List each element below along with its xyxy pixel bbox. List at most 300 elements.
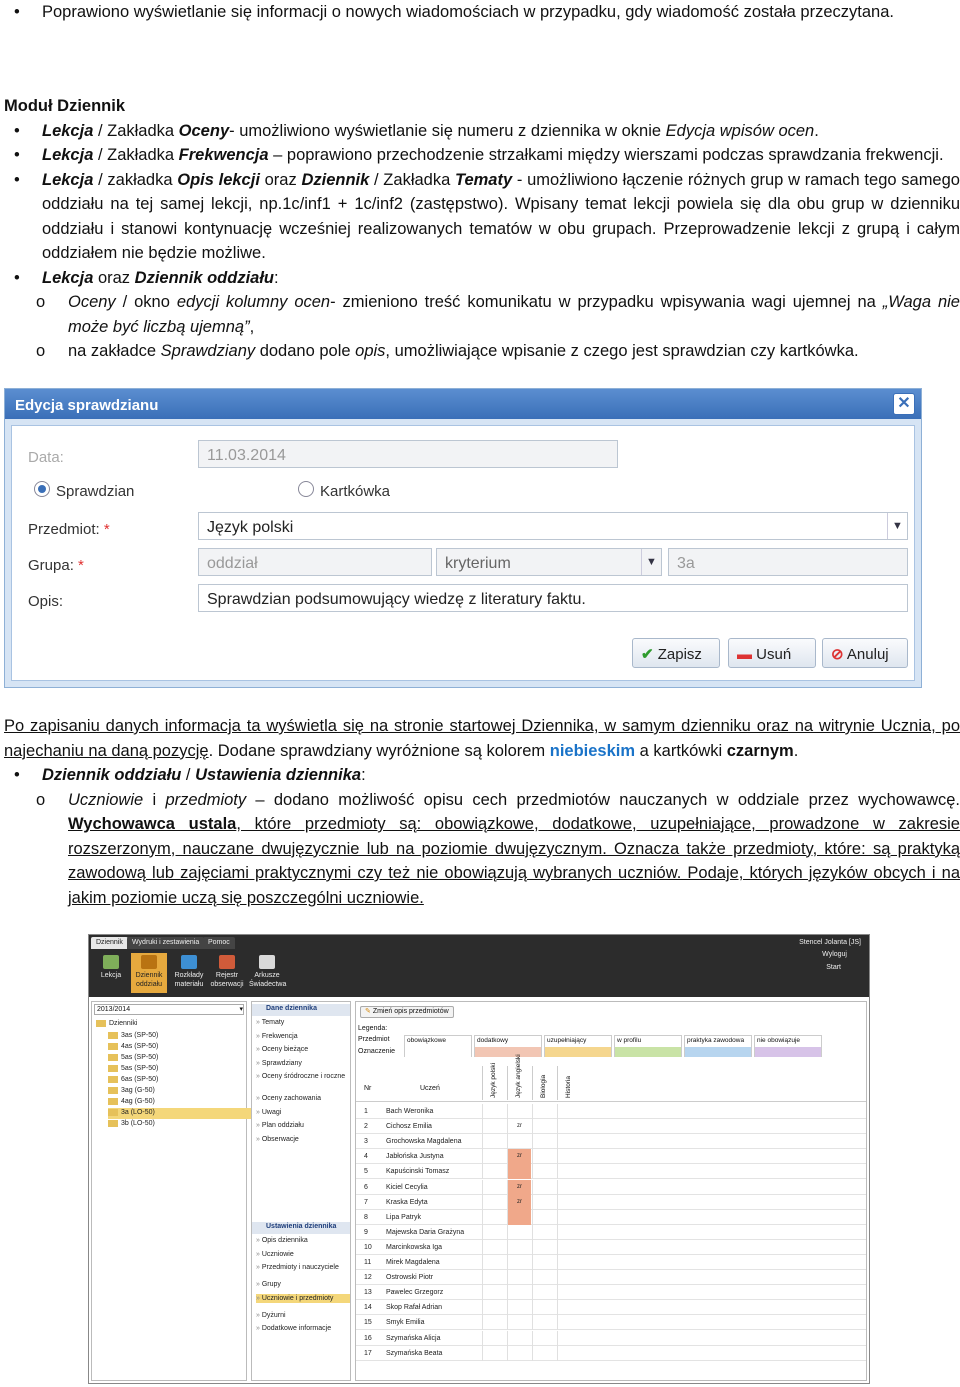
- subject-cell[interactable]: [557, 1134, 581, 1149]
- subject-cell[interactable]: [507, 1119, 531, 1134]
- subject-cell[interactable]: [507, 1180, 531, 1195]
- student-name: Marcinkowska Iga: [386, 1243, 443, 1251]
- tree-item-label: 3as (SP-50): [121, 1032, 159, 1039]
- menu-item-label: Dyżurni: [261, 1311, 286, 1319]
- legend-title: Legenda:: [358, 1025, 388, 1032]
- student-name: Smyk Emilia: [386, 1319, 425, 1327]
- folder-icon: [108, 1120, 118, 1127]
- tree-item-label: 4as (SP-50): [121, 1043, 159, 1050]
- mark-value: zr: [517, 1198, 522, 1205]
- grid-header: [356, 1054, 866, 1102]
- student-row[interactable]: [356, 1285, 866, 1300]
- dialog-header: [5, 389, 921, 419]
- menu-item-label: Obserwacje: [261, 1135, 299, 1143]
- subject-cell[interactable]: [532, 1300, 556, 1315]
- menu-item[interactable]: [256, 1045, 350, 1054]
- intro-bullet: • Poprawiono wyświetlanie się informacji o nowych wiadomościach w przypadku, gdy wiadomość została przeczytana.: [0, 0, 960, 25]
- subject-cell[interactable]: [557, 1104, 581, 1119]
- subject-cell[interactable]: [557, 1255, 581, 1270]
- radio-sprawdzian[interactable]: [34, 481, 50, 497]
- subject-cell[interactable]: [482, 1346, 506, 1361]
- subject-cell[interactable]: [507, 1195, 531, 1210]
- subject-cell[interactable]: [482, 1255, 506, 1270]
- subject-cell[interactable]: [507, 1134, 531, 1149]
- row-number: 10: [364, 1243, 372, 1251]
- app-screenshot: [88, 934, 870, 1384]
- student-row[interactable]: [356, 1346, 866, 1361]
- radio-sprawdzian-label: Sprawdzian: [56, 483, 135, 500]
- subject-cell[interactable]: [557, 1240, 581, 1255]
- subject-cell[interactable]: [482, 1104, 506, 1119]
- student-row[interactable]: [356, 1331, 866, 1346]
- row-number: 9: [364, 1228, 368, 1236]
- subject-cell[interactable]: [482, 1164, 506, 1179]
- menu-item-label: Oceny śródroczne i roczne: [261, 1073, 346, 1080]
- chevron-right-icon: »: [256, 1122, 262, 1129]
- subject-cell[interactable]: [532, 1240, 556, 1255]
- year-select[interactable]: 2013/2014 ▾: [94, 1004, 244, 1015]
- folder-icon: [108, 1109, 118, 1116]
- chevron-right-icon: »: [256, 1237, 262, 1244]
- subject-cell[interactable]: [482, 1315, 506, 1330]
- student-row[interactable]: [356, 1255, 866, 1270]
- legend-row-label-2: Oznaczenie: [358, 1048, 395, 1055]
- menu-item-label: Opis dziennika: [261, 1237, 308, 1244]
- subject-cell[interactable]: [507, 1240, 531, 1255]
- changelog-section: [0, 94, 960, 364]
- tree-item[interactable]: [108, 1108, 262, 1119]
- tab-dziennik[interactable]: Dziennik: [91, 937, 128, 949]
- menu-item-label: Sprawdziany: [261, 1059, 302, 1067]
- lesson-icon: [103, 955, 119, 969]
- legend-label: praktyka zawodowa: [687, 1037, 745, 1044]
- class-input[interactable]: 3a: [668, 548, 908, 576]
- student-name: Szymańska Beata: [386, 1349, 443, 1357]
- bullet-lekcja-frekwencja: • Lekcja / Zakładka Frekwencja – poprawiono przechodzenie strzałkami między wierszami podczas sprawdzania frekwencji.: [0, 143, 960, 168]
- subject-header: [557, 1066, 581, 1100]
- menu-item[interactable]: [256, 1121, 350, 1130]
- rm-icon: [181, 955, 197, 969]
- row-number: 12: [364, 1274, 372, 1282]
- student-name: Skop Rafał Adrian: [386, 1304, 443, 1312]
- chevron-right-icon: »: [256, 1264, 262, 1271]
- date-label: Data:: [28, 449, 64, 466]
- student-name: Grochowska Magdalena: [386, 1138, 462, 1146]
- subject-cell[interactable]: [557, 1285, 581, 1300]
- tree-item-label: 5as (SP-50): [121, 1065, 159, 1072]
- no-entry-icon: ⊘: [831, 646, 844, 663]
- subject-cell[interactable]: [507, 1210, 531, 1225]
- subject-label: Historia: [565, 1075, 572, 1098]
- mark-value: zr: [517, 1183, 522, 1190]
- row-number: 11: [364, 1259, 372, 1266]
- row-number: 1: [364, 1108, 368, 1115]
- subject-cell[interactable]: [557, 1225, 581, 1240]
- subject-cell[interactable]: [482, 1195, 506, 1210]
- menu-item[interactable]: [256, 1059, 350, 1068]
- toolbar-dziennik-oddzialu[interactable]: Dziennik oddziału: [131, 953, 167, 993]
- legend-swatch: [545, 1047, 611, 1057]
- row-number: 3: [364, 1138, 368, 1146]
- start-link[interactable]: Start: [826, 964, 841, 971]
- row-number: 7: [364, 1198, 368, 1206]
- subject-cell[interactable]: [532, 1346, 556, 1361]
- student-row[interactable]: [356, 1225, 866, 1240]
- tree-item-label: 4ag (G-50): [121, 1098, 155, 1105]
- subbullet-oceny: o Oceny / okno edycji kolumny ocen- zmieniono treść komunikatu w przypadku wpisywania wagi ujemnej na „Waga nie może być liczbą ujemną”,: [0, 290, 960, 339]
- journal-tree-panel: [91, 1001, 247, 1381]
- col-nr: Nr: [364, 1085, 372, 1092]
- criterion-select[interactable]: kryterium ▼: [436, 548, 662, 576]
- menu-item-label: Plan oddziału: [261, 1122, 304, 1129]
- legend-item: [474, 1035, 542, 1057]
- tree-item[interactable]: [108, 1053, 262, 1064]
- menu-item-label: Uwagi: [261, 1108, 282, 1116]
- subject-cell[interactable]: [482, 1210, 506, 1225]
- subject-cell[interactable]: [532, 1149, 556, 1164]
- student-row[interactable]: [356, 1195, 866, 1210]
- menu-item[interactable]: [256, 1311, 350, 1320]
- subject-cell[interactable]: [482, 1225, 506, 1240]
- student-row[interactable]: [356, 1315, 866, 1330]
- row-number: 14: [364, 1304, 372, 1312]
- menu-item[interactable]: [256, 1094, 350, 1103]
- tree-item[interactable]: [108, 1064, 262, 1075]
- subject-cell[interactable]: [507, 1270, 531, 1285]
- student-name: Kiciel Cecylia: [386, 1183, 428, 1191]
- row-number: 5: [364, 1168, 368, 1176]
- folder-icon: [108, 1087, 118, 1094]
- chevron-down-icon: ▼: [641, 549, 661, 575]
- student-row[interactable]: [356, 1300, 866, 1315]
- bullet-lekcja-oceny: • Lekcja / Zakładka Oceny- umożliwiono wyświetlanie się numeru z dziennika w oknie Edycja wpisów ocen.: [0, 119, 960, 144]
- menu-item-label: Uczniowie i przedmioty: [261, 1294, 334, 1302]
- student-name: Jabłońska Justyna: [386, 1153, 444, 1161]
- user-name: Stencel Jolanta [JS]: [799, 939, 861, 946]
- close-icon[interactable]: ✕: [893, 393, 915, 415]
- subject-cell[interactable]: [532, 1164, 556, 1179]
- student-name: Kapuścinski Tomasz: [386, 1168, 450, 1176]
- row-number: 2: [364, 1123, 368, 1131]
- student-row[interactable]: [356, 1180, 866, 1195]
- subject-cell[interactable]: [557, 1270, 581, 1285]
- subject-label: Biologia: [540, 1074, 547, 1098]
- student-name: Mirek Magdalena: [386, 1259, 440, 1266]
- menu-item[interactable]: [256, 1018, 350, 1027]
- subject-cell[interactable]: [532, 1285, 556, 1300]
- legend-label: dodatkowy: [477, 1037, 509, 1044]
- menu-item-label: Oceny bieżące: [261, 1046, 309, 1053]
- legend-item: [754, 1035, 822, 1057]
- menu-item[interactable]: [256, 1108, 350, 1117]
- group-label: Grupa: *: [28, 557, 84, 574]
- menu-item[interactable]: [256, 1135, 350, 1144]
- mark-value: zr: [517, 1123, 522, 1130]
- subject-cell[interactable]: [507, 1331, 531, 1346]
- subject-cell[interactable]: [532, 1331, 556, 1346]
- folder-icon: [108, 1076, 118, 1083]
- subject-label: Język polski: [490, 1062, 497, 1098]
- chevron-right-icon: »: [256, 1250, 262, 1258]
- chevron-right-icon: »: [256, 1032, 262, 1040]
- subject-header: [532, 1066, 556, 1100]
- menu-header-settings: Ustawienia dziennika: [252, 1222, 350, 1234]
- chevron-right-icon: »: [256, 1046, 262, 1053]
- tree-item[interactable]: [108, 1031, 262, 1042]
- menu-header-data: Dane dziennika: [252, 1004, 350, 1016]
- subject-cell[interactable]: [507, 1346, 531, 1361]
- menu-item[interactable]: [256, 1294, 350, 1303]
- tree-item-label: 3ag (G-50): [121, 1087, 155, 1094]
- chevron-right-icon: »: [256, 1019, 262, 1026]
- tree-item[interactable]: [108, 1097, 262, 1108]
- toolbar-lekcja[interactable]: Lekcja: [93, 953, 129, 993]
- subject-label: Język angielski: [515, 1054, 522, 1098]
- edit-test-dialog: [4, 388, 922, 688]
- row-number: 4: [364, 1153, 368, 1161]
- intro-block: [0, 0, 960, 25]
- subject-cell[interactable]: [482, 1285, 506, 1300]
- chevron-right-icon: »: [256, 1073, 262, 1080]
- toolbar-rozklady[interactable]: Rozkłady materiału: [171, 953, 207, 993]
- cancel-button[interactable]: ⊘ Anuluj: [822, 638, 908, 668]
- legend-swatch: [685, 1047, 751, 1057]
- subject-cell[interactable]: [532, 1134, 556, 1149]
- row-number: 8: [364, 1213, 368, 1221]
- legend-item: [544, 1035, 612, 1057]
- subject-cell[interactable]: [482, 1270, 506, 1285]
- tab-wydruki[interactable]: Wydruki i zestawienia: [127, 937, 204, 949]
- radio-kartkowka[interactable]: [298, 481, 314, 497]
- student-row[interactable]: [356, 1149, 866, 1164]
- subject-cell[interactable]: [482, 1119, 506, 1134]
- journal-menu: [251, 1001, 351, 1381]
- subject-cell[interactable]: [532, 1180, 556, 1195]
- subject-cell[interactable]: [507, 1300, 531, 1315]
- subject-cell[interactable]: [557, 1346, 581, 1361]
- tree-item-label: 3b (LO-50): [121, 1120, 155, 1127]
- subject-cell[interactable]: [532, 1119, 556, 1134]
- check-icon: ✔: [641, 646, 654, 663]
- legend-swatch: [615, 1047, 681, 1057]
- students-subjects-grid: [355, 1001, 867, 1381]
- description-input[interactable]: Sprawdzian podsumowujący wiedzę z literatury faktu.: [198, 584, 908, 612]
- subject-cell[interactable]: [482, 1134, 506, 1149]
- logout-link[interactable]: Wyloguj: [822, 951, 847, 958]
- legend-swatch: [475, 1047, 541, 1057]
- subject-cell[interactable]: [507, 1315, 531, 1330]
- tree-item-label: 3a (LO-50): [121, 1109, 155, 1116]
- chevron-right-icon: »: [256, 1095, 262, 1102]
- subject-header: [507, 1054, 531, 1100]
- chevron-right-icon: »: [256, 1108, 262, 1116]
- subject-cell[interactable]: [482, 1149, 506, 1164]
- delete-button[interactable]: ▬ Usuń: [728, 638, 816, 668]
- legend-item: [614, 1035, 682, 1057]
- menu-item-label: Oceny zachowania: [261, 1095, 321, 1102]
- subject-label: Przedmiot: *: [28, 521, 110, 538]
- subject-cell[interactable]: [557, 1300, 581, 1315]
- student-row[interactable]: [356, 1210, 866, 1225]
- menu-item[interactable]: [256, 1324, 350, 1333]
- menu-item-label: Dodatkowe informacje: [261, 1325, 332, 1332]
- student-name: Pawelec Grzegorz: [386, 1289, 444, 1297]
- menu-item[interactable]: [256, 1236, 350, 1245]
- row-number: 15: [364, 1319, 372, 1327]
- menu-item-label: Tematy: [261, 1019, 285, 1026]
- chevron-right-icon: »: [256, 1281, 262, 1288]
- chevron-right-icon: »: [256, 1325, 262, 1332]
- subject-cell[interactable]: [532, 1225, 556, 1240]
- toolbar-arkusze[interactable]: Arkusze Świadectwa: [249, 953, 285, 993]
- mark-value: zr: [517, 1153, 522, 1160]
- folder-icon: [96, 1020, 106, 1027]
- toolbar-rejestr[interactable]: Rejestr obserwacji: [209, 953, 245, 993]
- subject-cell[interactable]: [557, 1164, 581, 1179]
- subject-cell[interactable]: [482, 1331, 506, 1346]
- subject-cell[interactable]: [532, 1315, 556, 1330]
- student-row[interactable]: [356, 1104, 866, 1119]
- folder-icon: [108, 1098, 118, 1105]
- menu-item-label: Grupy: [261, 1281, 281, 1288]
- legend-label: uzupełniający: [547, 1037, 587, 1044]
- legend-label: nie obowiązuje: [757, 1037, 801, 1044]
- subject-cell[interactable]: [532, 1104, 556, 1119]
- student-name: Lipa Patryk: [386, 1213, 422, 1221]
- subject-cell[interactable]: [557, 1210, 581, 1225]
- subject-cell[interactable]: [532, 1255, 556, 1270]
- save-button[interactable]: ✔ Zapisz: [632, 638, 720, 668]
- chevron-right-icon: »: [256, 1311, 262, 1319]
- student-row[interactable]: [356, 1164, 866, 1179]
- pencil-icon: ✎: [365, 1008, 371, 1015]
- row-number: 13: [364, 1289, 372, 1297]
- student-row[interactable]: [356, 1134, 866, 1149]
- student-name: Szymańska Alicja: [386, 1334, 441, 1342]
- subject-cell[interactable]: [507, 1255, 531, 1270]
- tab-pomoc[interactable]: Pomoc: [203, 937, 235, 949]
- row-number: 16: [364, 1334, 372, 1342]
- register-icon: [219, 955, 235, 969]
- bullet-ustawienia-dziennika: • Dziennik oddziału / Ustawienia dziennika:: [0, 763, 960, 788]
- subject-cell[interactable]: [482, 1240, 506, 1255]
- student-name: Cichosz Emilia: [386, 1123, 432, 1131]
- subject-cell[interactable]: [507, 1149, 531, 1164]
- row-number: 6: [364, 1183, 368, 1191]
- student-name: Majewska Daria Grażyna: [386, 1228, 465, 1236]
- menu-item-label: Uczniowie: [261, 1250, 294, 1258]
- section-title: Moduł Dziennik: [4, 97, 125, 115]
- folder-icon: [108, 1032, 118, 1039]
- tree-item[interactable]: [108, 1042, 262, 1053]
- after-section: [0, 714, 960, 910]
- dialog-title: Edycja sprawdzianu: [15, 397, 159, 414]
- minus-icon: ▬: [737, 646, 752, 663]
- chevron-right-icon: »: [256, 1059, 262, 1067]
- subject-cell[interactable]: [507, 1104, 531, 1119]
- tree-item-label: 5as (SP-50): [121, 1054, 159, 1061]
- folder-icon: [108, 1054, 118, 1061]
- book-icon: [141, 955, 157, 969]
- subject-cell[interactable]: [557, 1315, 581, 1330]
- subject-cell[interactable]: [557, 1195, 581, 1210]
- radio-kartkowka-label: Kartkówka: [320, 483, 391, 500]
- chevron-down-icon: ▾: [239, 1006, 243, 1013]
- subject-cell[interactable]: [532, 1195, 556, 1210]
- chevron-right-icon: »: [256, 1135, 262, 1143]
- subject-select[interactable]: Język polski ▼: [198, 512, 908, 540]
- legend-row-label: Przedmiot: [358, 1036, 390, 1043]
- tree-item[interactable]: [108, 1119, 262, 1130]
- student-row[interactable]: [356, 1119, 866, 1134]
- dialog-body: [11, 425, 915, 681]
- menu-item[interactable]: [256, 1072, 350, 1081]
- tree-item[interactable]: [108, 1075, 262, 1086]
- subject-cell[interactable]: [507, 1164, 531, 1179]
- student-row[interactable]: [356, 1240, 866, 1255]
- menu-item[interactable]: [256, 1263, 350, 1272]
- tree-item[interactable]: [108, 1086, 262, 1097]
- app-topbar: [89, 935, 869, 997]
- save-info-paragraph: Po zapisaniu danych informacja ta wyświetla się na stronie startowej Dziennika, w samym dzienniku oraz na witrynie Ucznia, po najechaniu na daną pozycję. Dodane sprawdziany wyróżnione są kolorem niebieskim a kartkówki czarnym.: [4, 717, 960, 760]
- subject-header: [482, 1062, 506, 1100]
- legend-item: [404, 1035, 472, 1057]
- menu-item-label: Frekwencja: [261, 1032, 298, 1040]
- student-name: Ostrowski Piotr: [386, 1274, 434, 1282]
- row-number: 17: [364, 1349, 372, 1357]
- subject-cell[interactable]: [557, 1119, 581, 1134]
- chevron-right-icon: »: [256, 1294, 262, 1302]
- subbullet-uczniowie-przedmioty: o Uczniowie i przedmioty – dodano możliwość opisu cech przedmiotów nauczanych w oddziale przez wychowawcę. Wychowawca ustala, które przedmioty są: obowiązkowe, dodatkowe, uzupełniające, prowadzone w zakresie rozszerzonym, nauczane dwujęzycznie lub na poziomie dwujęzycznym. Oznacza także przedmioty, które: są praktyką zawodową lub zajęciami praktycznymi czy też nie obowiązują wybranych uczniów. Podaje, których języków obcych i na jakim poziomie uczą się poszczególni uczniowie.: [0, 788, 960, 911]
- edit-subjects-button[interactable]: ✎ Zmień opis przedmiotów: [360, 1006, 454, 1018]
- subject-cell[interactable]: [557, 1149, 581, 1164]
- legend-label: obowiązkowe: [407, 1037, 447, 1044]
- subject-cell[interactable]: [532, 1210, 556, 1225]
- subject-cell[interactable]: [557, 1331, 581, 1346]
- legend-item: [684, 1035, 752, 1057]
- chevron-down-icon: ▼: [887, 513, 907, 539]
- student-name: Kraska Edyta: [386, 1198, 428, 1206]
- description-label: Opis:: [28, 593, 64, 610]
- sheets-icon: [259, 955, 275, 969]
- subject-cell[interactable]: [482, 1300, 506, 1315]
- student-name: Bach Weronika: [386, 1108, 434, 1115]
- legend-swatch: [405, 1047, 471, 1057]
- folder-icon: [108, 1065, 118, 1072]
- legend-label: w profilu: [617, 1037, 642, 1044]
- tree-root[interactable]: Dzienniki: [96, 1019, 250, 1030]
- student-row[interactable]: [356, 1270, 866, 1285]
- menu-item[interactable]: [256, 1250, 350, 1259]
- menu-item[interactable]: [256, 1280, 350, 1289]
- subject-cell[interactable]: [482, 1180, 506, 1195]
- tree-item-label: 6as (SP-50): [121, 1076, 159, 1083]
- subject-cell[interactable]: [532, 1270, 556, 1285]
- subject-cell[interactable]: [507, 1225, 531, 1240]
- legend-swatch: [755, 1047, 821, 1057]
- menu-item[interactable]: [256, 1032, 350, 1041]
- subbullet-sprawdziany: o na zakładce Sprawdziany dodano pole opis, umożliwiające wpisanie z czego jest sprawdzian czy kartkówka.: [0, 339, 960, 364]
- subject-cell[interactable]: [507, 1285, 531, 1300]
- group-input[interactable]: oddział: [198, 548, 432, 576]
- folder-icon: [108, 1043, 118, 1050]
- date-input[interactable]: 11.03.2014: [198, 440, 618, 468]
- bullet-opis-lekcji: • Lekcja / zakładka Opis lekcji oraz Dziennik / Zakładka Tematy - umożliwiono łączenie różnych grup w ramach tego samego oddziału na tej samej lekcji, np.1c/inf1 + 1c/inf2 (zastępstwo). Wpisany temat lekcji powiela się dla obu grup w dzienniku oddziału i stanowi kontynuację wcześniej realizowanych tematów w obu grupach. Przeprowadzenie lekcji z grupą i całym oddziałem nie będzie możliwe.: [0, 168, 960, 266]
- subject-cell[interactable]: [557, 1180, 581, 1195]
- col-student: Uczeń: [420, 1085, 440, 1092]
- menu-item-label: Przedmioty i nauczyciele: [261, 1264, 339, 1271]
- bullet-dziennik-oddzialu: • Lekcja oraz Dziennik oddziału:: [0, 266, 960, 291]
